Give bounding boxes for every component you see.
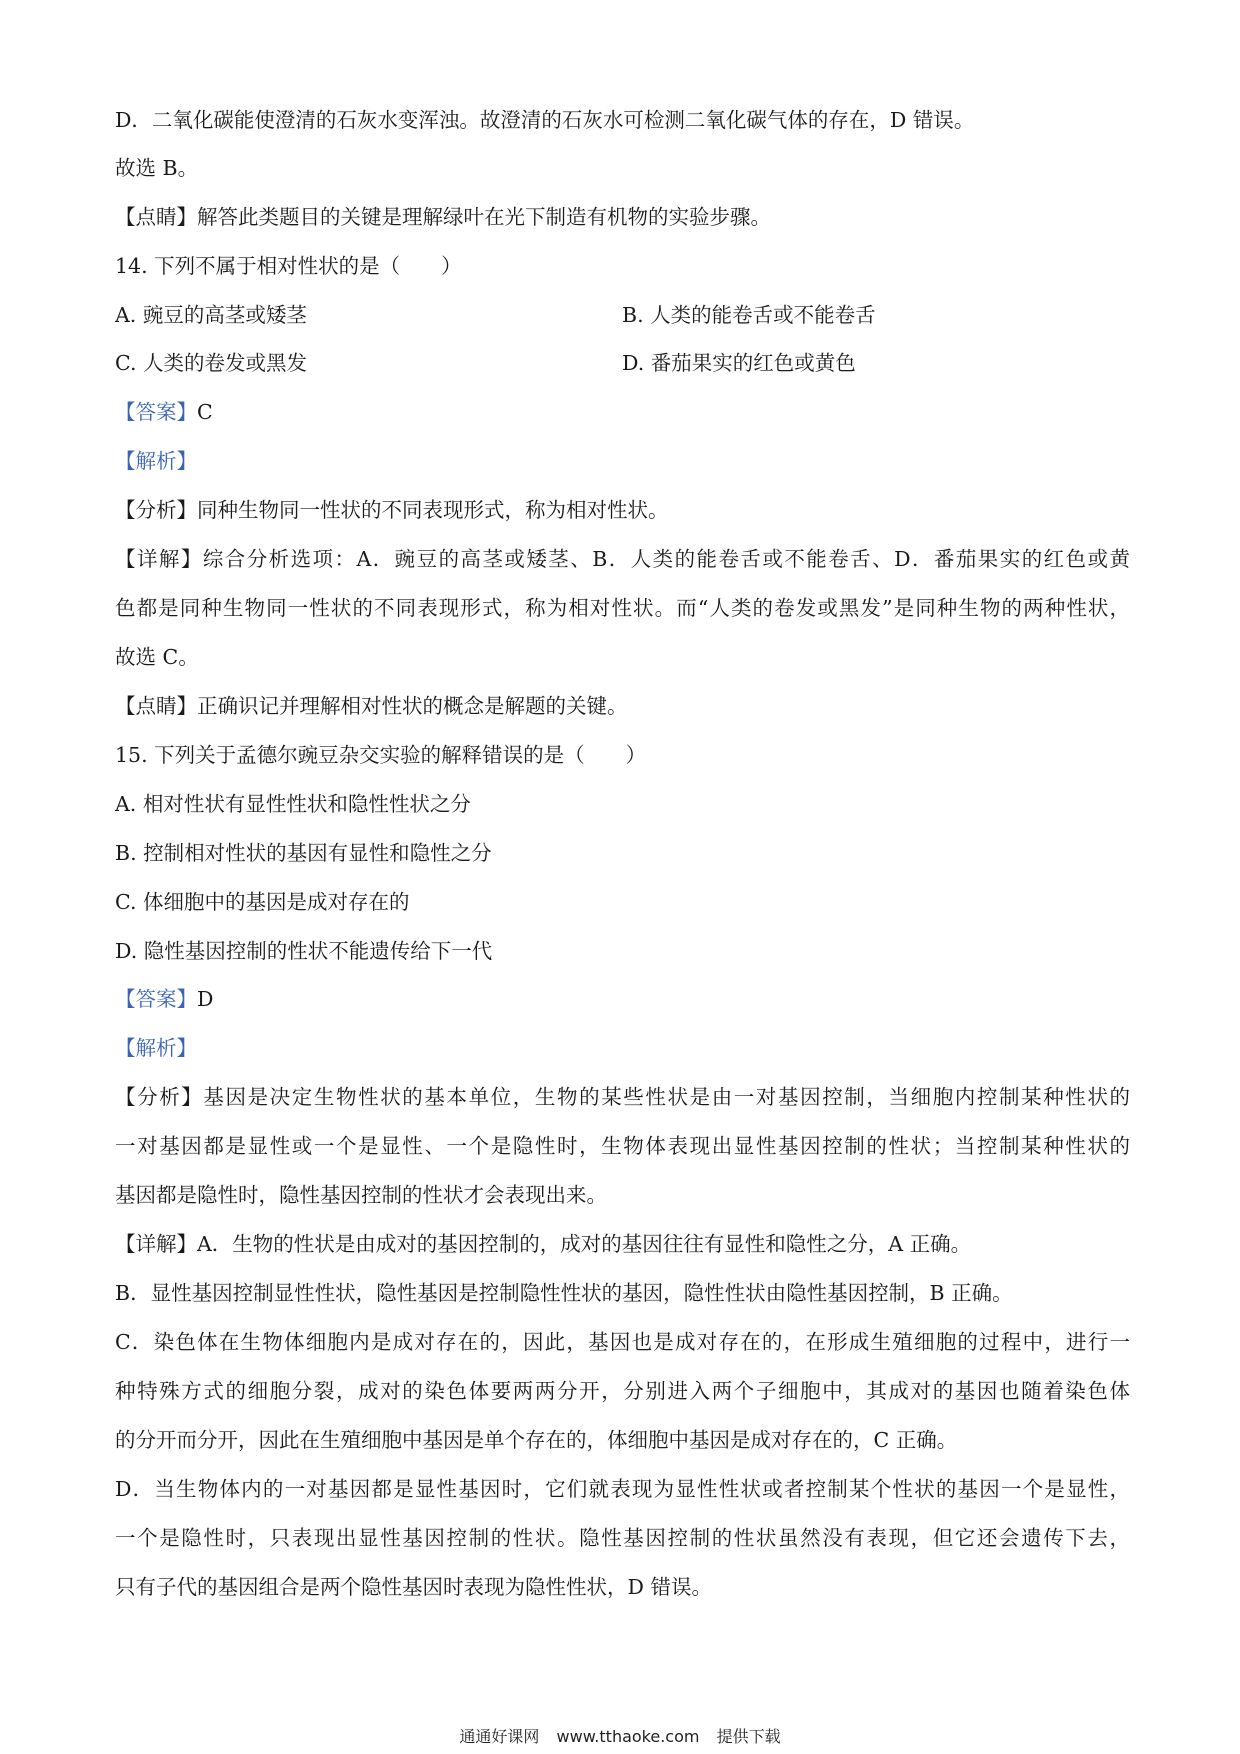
comment-label: 【点睛】 [115, 694, 197, 718]
q14-xiangjie-line-1 [115, 545, 1130, 573]
q13-comment [115, 203, 1130, 231]
answer-value: D [197, 987, 214, 1011]
q14-option-a: A. 豌豆的高茎或矮茎 [115, 303, 307, 327]
footer-site-name: 通通好课网 [459, 1727, 540, 1746]
answer-value: C [197, 400, 213, 424]
q15-option-b: B. 控制相对性状的基因有显性和隐性之分 [115, 841, 492, 865]
q15-xiangjie-c-line-1: C．染色体在生物体细胞内是成对存在的，因此，基因也是成对存在的，在形成生殖细胞的过程中，进行一 [115, 1330, 1130, 1354]
comment-text: 正确识记并理解相对性状的概念是解题的关键。 [197, 694, 628, 718]
q15-xiangjie-c-line-3: 的分开而分开，因此在生殖细胞中基因是单个存在的，体细胞中基因是成对存在的，C 正确。 [115, 1428, 958, 1452]
q14-option-d: D. 番茄果实的红色或黄色 [622, 351, 856, 375]
q15-analysis-label: 【解析】 [115, 1036, 197, 1060]
q15-xiangjie-d-line-3: 只有子代的基因组合是两个隐性基因时表现为隐性性状，D 错误。 [115, 1575, 712, 1599]
fenxi-label: 【分析】 [115, 1085, 204, 1109]
comment-label: 【点睛】 [115, 205, 197, 229]
q13-option-d-explanation: D．二氧化碳能使澄清的石灰水变浑浊。故澄清的石灰水可检测二氧化碳气体的存在，D 错误。 [115, 108, 975, 132]
q14-comment [115, 692, 1130, 720]
q15-xiangjie-c-line-2: 种特殊方式的细胞分裂，成对的染色体要两两分开，分别进入两个子细胞中，其成对的基因也随着染色体 [115, 1379, 1130, 1403]
page-footer [0, 1726, 1240, 1748]
comment-text: 解答此类题目的关键是理解绿叶在光下制造有机物的实验步骤。 [197, 205, 771, 229]
q15-fenxi-line-3: 基因都是隐性时，隐性基因控制的性状才会表现出来。 [115, 1183, 607, 1207]
xiangjie-text: A．生物的性状是由成对的基因控制的，成对的基因往往有显性和隐性之分，A 正确。 [197, 1232, 972, 1256]
q15-fenxi-line-1 [115, 1083, 1130, 1111]
xiangjie-label: 【详解】 [115, 547, 203, 571]
q15-stem: 15. 下列关于孟德尔豌豆杂交实验的解释错误的是（ ） [115, 743, 647, 767]
q15-xiangjie-d-line-1: D．当生物体内的一对基因都是显性基因时，它们就表现为显性性状或者控制某个性状的基因一个是显性， [115, 1477, 1130, 1501]
q14-xiangjie-line-3: 故选 C。 [115, 645, 199, 669]
q15-option-a: A. 相对性状有显性性状和隐性性状之分 [115, 792, 471, 816]
q15-option-d: D. 隐性基因控制的性状不能遗传给下一代 [115, 939, 493, 963]
q14-xiangjie-line-2: 色都是同种生物同一性状的不同表现形式，称为相对性状。而“人类的卷发或黑发”是同种生物的两种性状， [115, 596, 1130, 620]
q15-fenxi-line-2: 一对基因都是显性或一个是显性、一个是隐性时，生物体表现出显性基因控制的性状；当控制某种性状的 [115, 1134, 1130, 1158]
fenxi-text: 基因是决定生物性状的基本单位，生物的某些性状是由一对基因控制，当细胞内控制某种性状的 [203, 1085, 1131, 1109]
q14-analysis-label: 【解析】 [115, 449, 197, 473]
q14-option-c: C. 人类的卷发或黑发 [115, 351, 307, 375]
answer-label: 【答案】 [115, 987, 197, 1011]
q14-answer [115, 398, 1130, 426]
q15-option-c: C. 体细胞中的基因是成对存在的 [115, 890, 410, 914]
q14-fenxi [115, 496, 1130, 524]
answer-label: 【答案】 [115, 400, 197, 424]
q15-xiangjie-a [115, 1230, 1130, 1258]
fenxi-text: 同种生物同一性状的不同表现形式，称为相对性状。 [197, 498, 669, 522]
xiangjie-text: 综合分析选项：A．豌豆的高茎或矮茎、B．人类的能卷舌或不能卷舌、D．番茄果实的红色或黄 [202, 547, 1131, 571]
q13-choose: 故选 B。 [115, 156, 199, 180]
q14-stem: 14. 下列不属于相对性状的是（ ） [115, 254, 462, 278]
footer-url[interactable]: www.tthaoke.com [556, 1727, 700, 1746]
fenxi-label: 【分析】 [115, 498, 197, 522]
q15-answer [115, 985, 1130, 1013]
q14-option-b: B. 人类的能卷舌或不能卷舌 [622, 303, 876, 327]
q15-xiangjie-b: B．显性基因控制显性性状，隐性基因是控制隐性性状的基因，隐性性状由隐性基因控制，B 正确。 [115, 1281, 1013, 1305]
xiangjie-label: 【详解】 [115, 1232, 197, 1256]
footer-tail: 提供下载 [716, 1727, 781, 1746]
q15-xiangjie-d-line-2: 一个是隐性时，只表现出显性基因控制的性状。隐性基因控制的性状虽然没有表现，但它还会遗传下去， [115, 1526, 1130, 1550]
